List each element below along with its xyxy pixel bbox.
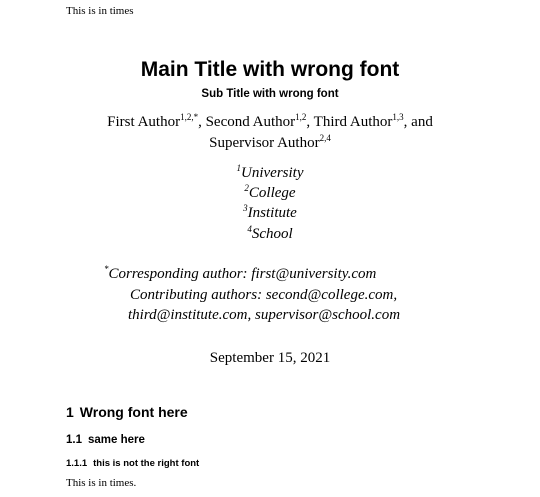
author-separator: , [306,114,314,130]
section-title: Wrong font here [79,404,188,420]
author-name: Second Author [205,114,296,130]
subsubsection-title: this is not the right font [93,458,200,469]
author-name: First Author [107,114,181,130]
section-number: 1 [66,404,74,420]
affiliation [0,205,540,222]
author-affil-sup: 1,2,* [180,112,199,122]
author-affil-sup: 1,2 [295,112,307,122]
authors-line-2 [0,135,540,152]
corresponding-author-text: Corresponding author: first@university.com [108,266,377,282]
corresponding-author [104,266,376,283]
sub-title: Sub Title with wrong font [201,88,339,100]
body-paragraph: This is in times. [66,477,137,489]
author-affil-sup: 1,3 [392,112,404,122]
affiliation-num: 3 [243,203,248,213]
affiliation-num: 1 [236,163,241,173]
author-separator: , [198,114,206,130]
subsection-heading [66,434,145,446]
affiliation-name: University [241,165,304,181]
header-note: This is in times [66,5,134,17]
subsubsection-heading [66,458,199,469]
section-heading [66,404,188,420]
contributing-authors-line-2: third@institute.com, supervisor@school.com [128,307,401,323]
author-name: Third Author [313,114,393,130]
contributing-authors-line-1: Contributing authors: second@college.com, [130,287,398,303]
author-name: Supervisor Author [209,135,320,151]
main-title: Main Title with wrong font [140,58,400,81]
affiliation [0,226,540,243]
affiliation-name: Institute [247,205,297,221]
authors-line-1 [0,114,540,131]
date: September 15, 2021 [209,350,331,366]
subsubsection-number: 1.1.1 [66,458,88,469]
affiliation-num: 4 [247,224,252,234]
subsection-number: 1.1 [66,434,82,446]
affiliation [0,185,540,202]
author-separator: , and [403,114,433,130]
corresponding-mark: * [104,264,109,274]
affiliation [0,165,540,182]
subsection-title: same here [88,434,145,446]
author-affil-sup: 2,4 [319,133,331,143]
affiliation-num: 2 [244,183,249,193]
affiliation-name: College [248,185,296,201]
affiliation-name: School [251,226,293,242]
